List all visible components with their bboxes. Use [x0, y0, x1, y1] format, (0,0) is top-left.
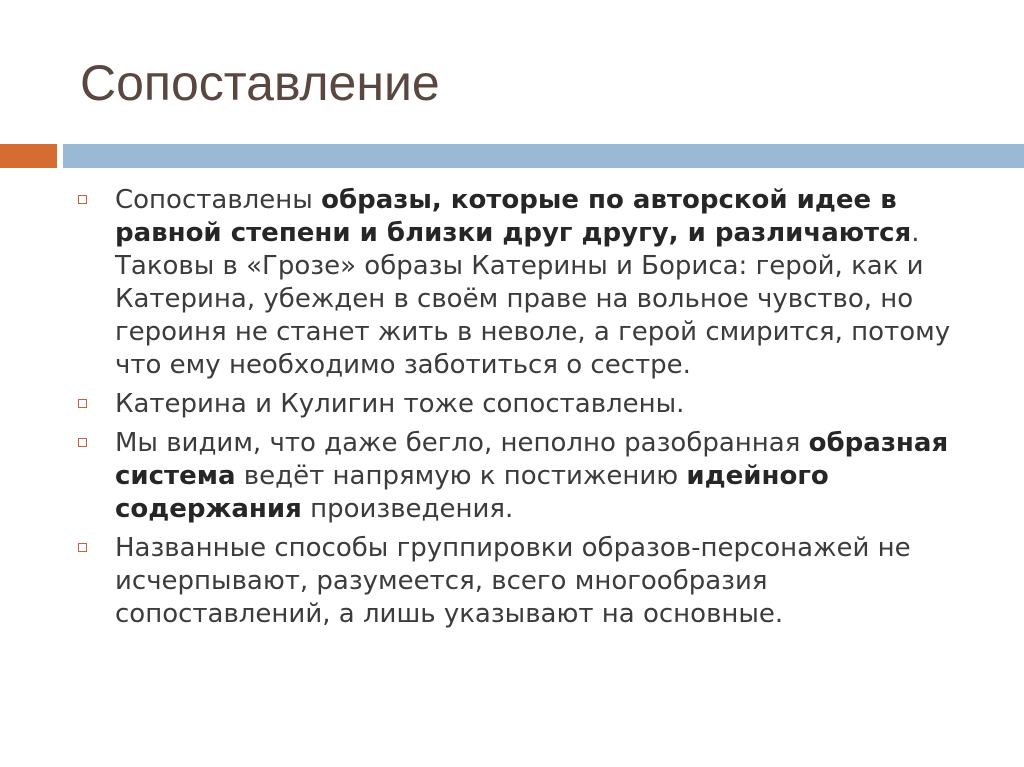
text-segment: Катерина и Кулигин тоже сопоставлены. — [115, 389, 685, 419]
hollow-square-icon — [78, 399, 87, 408]
text-segment: Названные способы группировки образов-персонажей не исчерпывают, разумеется, всего многообразия сопоставлений, а лишь указывают на основные. — [115, 533, 911, 629]
text-segment: Сопоставлены — [115, 185, 322, 215]
hollow-square-icon — [78, 195, 87, 204]
accent-bar — [0, 144, 57, 168]
text-segment: . Таковы в «Грозе» образы Катерины и Бориса: герой, как и Катерина, убежден в своём праве на вольное чувство, но героиня не станет жить в неволе, а герой смирится, потому что ему необходимо заботиться о сестре. — [115, 218, 951, 380]
bold-text-segment: образы, которые по авторской идее в равной степени и близки друг другу, и различаются — [115, 185, 912, 248]
bullet-list — [78, 184, 978, 637]
text-segment: Мы видим, что даже бегло, неполно разобранная — [115, 428, 809, 458]
bullet-item-1 — [78, 184, 978, 382]
bullet-text — [115, 184, 978, 382]
header-divider-bar — [63, 144, 1024, 168]
bullet-text — [115, 388, 978, 421]
text-segment: произведения. — [301, 494, 514, 524]
hollow-square-icon — [78, 543, 87, 552]
bold-text-segment: образная система — [115, 428, 949, 491]
bullet-item-4 — [78, 532, 978, 631]
bullet-item-2 — [78, 388, 978, 421]
bold-text-segment: идейного содержания — [115, 461, 829, 524]
bullet-text — [115, 427, 978, 526]
bullet-item-3 — [78, 427, 978, 526]
slide-title: Сопоставление — [80, 55, 440, 111]
bullet-text — [115, 532, 978, 631]
hollow-square-icon — [78, 438, 87, 447]
text-segment: ведёт напрямую к постижению — [235, 461, 687, 491]
